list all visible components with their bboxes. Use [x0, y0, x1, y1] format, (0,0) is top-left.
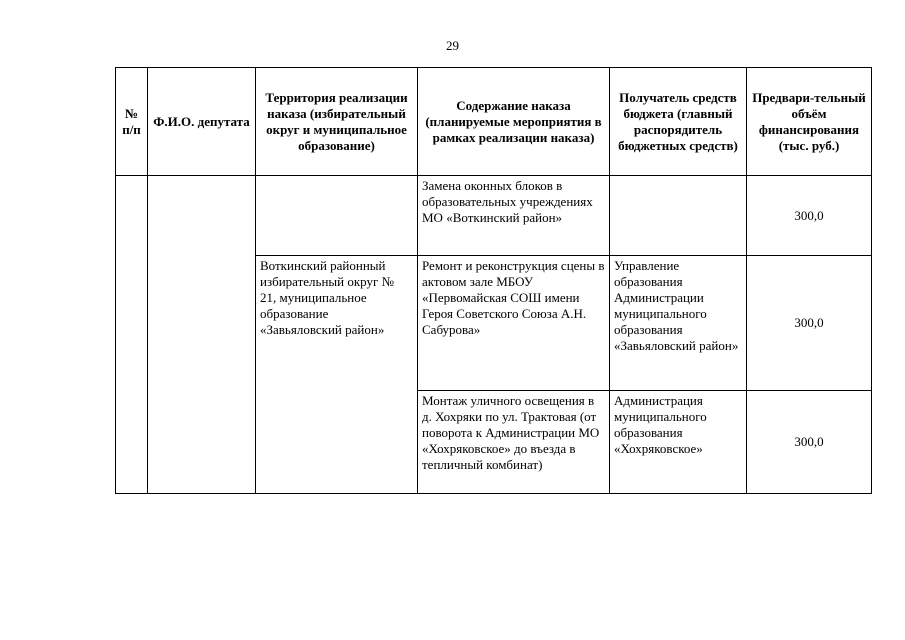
deputy-cell	[148, 176, 256, 494]
header-deputy: Ф.И.О. депутата	[148, 68, 256, 176]
header-amount: Предвари-тельный объём финансирования (тыс. руб.)	[747, 68, 872, 176]
territory-cell	[256, 176, 418, 256]
recipient-cell: Администрация муниципального образования «Хохряковское»	[610, 391, 747, 494]
amount-cell: 300,0	[747, 176, 872, 256]
table-row	[116, 176, 872, 256]
content-cell: Монтаж уличного освещения в д. Хохряки по ул. Трактовая (от поворота к Администрации МО «Хохряковское» до въезда в тепличный комбинат)	[418, 391, 610, 494]
header-row	[116, 68, 872, 176]
header-content: Содержание наказа (планируемые мероприятия в рамках реализации наказа)	[418, 68, 610, 176]
amount-cell: 300,0	[747, 256, 872, 391]
recipient-cell: Управление образования Администрации муниципального образования «Завьяловский район»	[610, 256, 747, 391]
amount-cell: 300,0	[747, 391, 872, 494]
orders-table	[115, 67, 872, 494]
territory-cell: Воткинский районный избирательный округ № 21, муниципальное образование «Завьяловский район»	[256, 256, 418, 494]
recipient-cell	[610, 176, 747, 256]
header-number: № п/п	[116, 68, 148, 176]
number-cell	[116, 176, 148, 494]
content-cell: Замена оконных блоков в образовательных учреждениях МО «Воткинский район»	[418, 176, 610, 256]
content-cell: Ремонт и реконструкция сцены в актовом зале МБОУ «Первомайская СОШ имени Героя Советского Союза А.Н. Сабурова»	[418, 256, 610, 391]
page-number: 29	[446, 38, 459, 53]
header-recipient: Получатель средств бюджета (главный распорядитель бюджетных средств)	[610, 68, 747, 176]
header-territory: Территория реализации наказа (избирательный округ и муниципальное образование)	[256, 68, 418, 176]
